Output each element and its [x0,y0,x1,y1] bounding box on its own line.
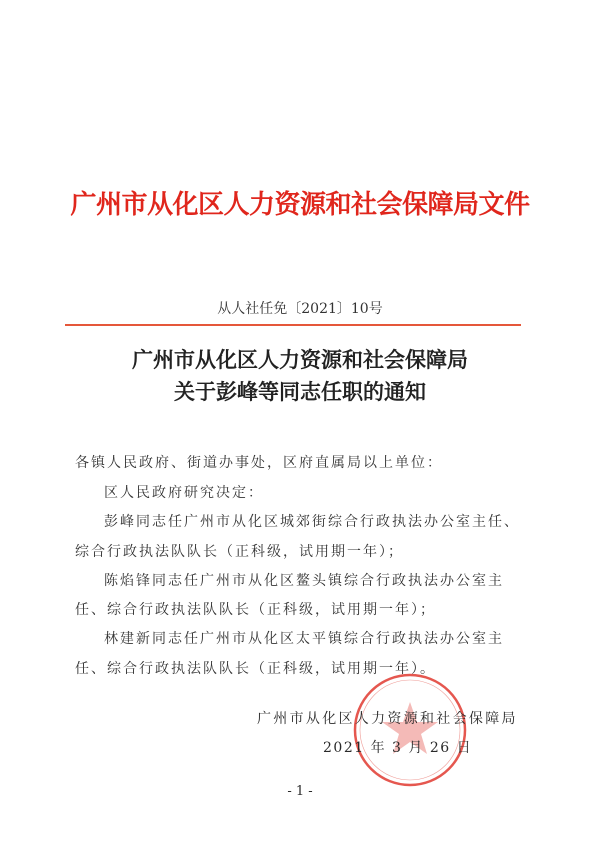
official-seal [352,672,468,788]
body-line: 林建新同志任广州市从化区太平镇综合行政执法办公室主 [104,631,504,647]
notice-title-line1: 广州市从化区人力资源和社会保障局 [132,347,468,372]
body-line: 陈焰锋同志任广州市从化区鳌头镇综合行政执法办公室主 [104,573,504,589]
signature-date: 2021 年 3 月 26 日 [323,740,473,756]
document-number: 从人社任免〔2021〕10号 [217,301,383,317]
body-line: 综合行政执法队队长（正科级，试用期一年）； [75,544,404,560]
body-line: 任、综合行政执法队队长（正科级，试用期一年）。 [75,661,436,677]
red-divider [65,324,521,326]
document-header-title: 广州市从化区人力资源和社会保障局文件 [70,190,530,220]
signature-org: 广州市从化区人力资源和社会保障局 [257,711,518,727]
body-line: 彭峰同志任广州市从化区城郊街综合行政执法办公室主任、 [104,514,520,530]
body-line: 任、综合行政执法队队长（正科级，试用期一年）； [75,602,436,618]
page-number: - 1 - [287,784,313,799]
body-line: 各镇人民政府、街道办事处，区府直属局以上单位： [75,455,443,471]
body-line: 区人民政府研究决定： [104,485,264,501]
notice-title-line2: 关于彭峰等同志任职的通知 [174,379,426,404]
